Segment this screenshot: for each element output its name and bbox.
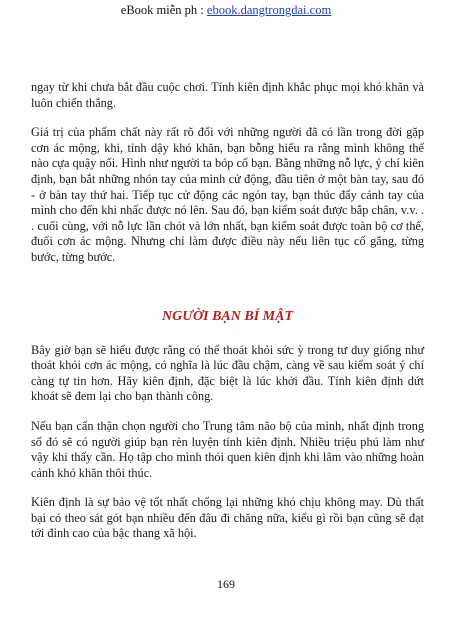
paragraph-2: Giá trị của phẩm chất này rất rõ đối với những người đã có lần trong đời gặp cơn ác mộng, khi, tỉnh dậy khó khăn, bạn bỗng hiểu ra rằng mình không thể nào cựa quậy nổi. Hình như người ta bóp cổ bạn. Bằng những nỗ lực, ý chí kiên định, bạn bắt những nhón tay của mình cử động, đầu tiên ở một bàn tay, sau đó - ở bàn tay thứ hai. Tiếp tục cử động các ngón tay, bạn thúc đẩy cánh tay của mình cho đến khi nhấc được nó lên. Sau đó, bạn kiểm soát được bắp chân, v.v. . . cuối cùng, với nỗ lực lần chót và lớn nhất, bạn kiểm soát được toàn bộ cơ thể, đuổi cơn ác mộng. Nhưng chỉ làm được điều này nếu liên tục cố gắng, từng bước, từng bước. xyxy=(31,125,424,264)
paragraph-5: Kiên định là sự bảo vệ tốt nhất chống lại những khó chịu không may. Dù thất bại có theo sát gót bạn nhiều đến đâu đi chăng nữa, kiểu gì rồi bạn cũng sẽ đạt tới đỉnh cao của bậc thang xã hội. xyxy=(31,495,424,541)
paragraph-4: Nếu bạn cẩn thận chọn người cho Trung tâm não bộ của mình, nhất định trong số đó sẽ có người giúp bạn rèn luyện tính kiên định. Nhiều triệu phú làm như vậy khi thấy cần. Họ tập cho mình thói quen kiên định khi lâm vào những hoàn cảnh khó khăn thôi thúc. xyxy=(31,418,424,480)
page-number: 169 xyxy=(217,577,235,591)
section-heading: NGƯỜI BẠN BÍ MẬT xyxy=(161,308,294,324)
paragraph-3: Bây giờ bạn sẽ hiểu được rằng có thể thoát khỏi sức ỳ trong tư duy giống như thoát khỏi cơn ác mộng, có nghĩa là lúc đầu chậm, càng về sau kiểm soát ý chí càng tự tin hơn. Hãy kiên định, đặc biệt là lúc khởi đầu. Tính kiên định dứt khoát sẽ đem lại cho bạn thành công. xyxy=(31,342,424,404)
header-prefix: eBook miễn ph : xyxy=(120,3,207,17)
paragraph-1: ngay từ khi chưa bắt đầu cuộc chơi. Tính kiên định khắc phục mọi khó khăn và luôn chiến thắng. xyxy=(31,80,424,110)
page-content xyxy=(31,80,424,556)
page-header xyxy=(0,3,452,18)
ebook-site-link[interactable]: ebook.dangtrongdai.com xyxy=(206,3,332,17)
